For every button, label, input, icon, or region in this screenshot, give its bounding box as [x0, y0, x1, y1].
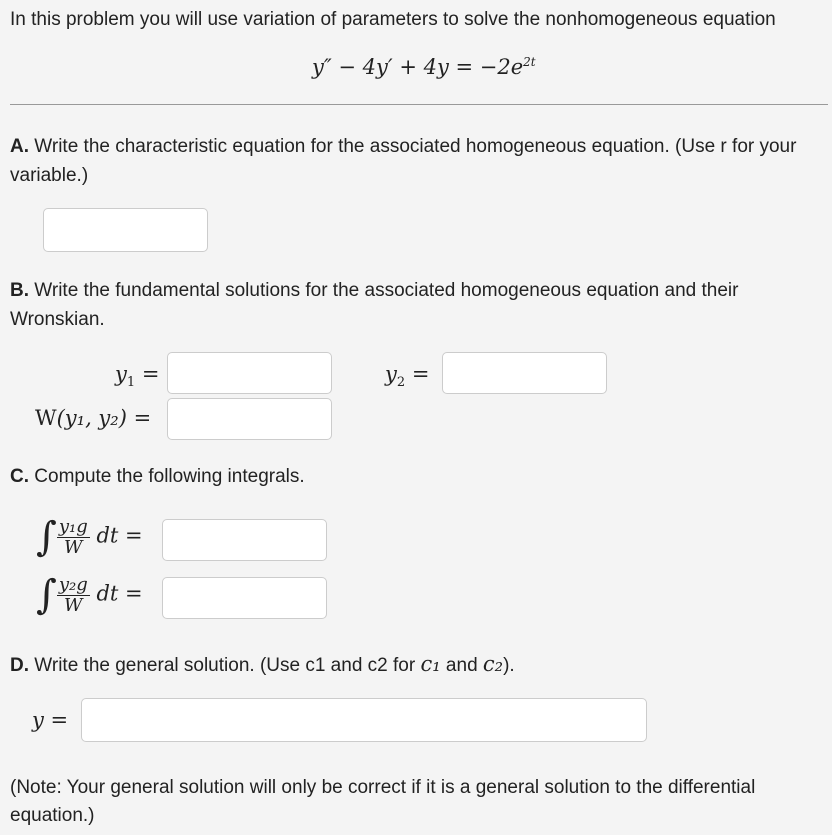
part-a-label: A. [10, 136, 29, 157]
part-d-label: D. [10, 655, 29, 676]
y2-sub: 2 [396, 375, 406, 391]
note-text: (Note: Your general solution will only be correct if it is a general solution to the differential equation.) [10, 777, 756, 826]
part-c-prompt [10, 466, 305, 488]
part-b-text: Write the fundamental solutions for the associated homogeneous equation and their Wronskian. [10, 280, 739, 330]
integral-1-input[interactable] [162, 519, 327, 561]
w-args: (y₁, y₂) [56, 406, 127, 430]
c2: c₂ [482, 652, 504, 676]
general-solution-input[interactable] [81, 698, 647, 742]
part-b-prompt [10, 276, 820, 334]
characteristic-equation-input[interactable] [43, 208, 208, 252]
dt: dt = [96, 581, 143, 606]
part-c-label: C. [10, 466, 29, 487]
y2-label [385, 362, 429, 390]
integral-1-label [36, 514, 143, 560]
equals: = [141, 362, 160, 386]
intro-text: In this problem you will use variation of parameters to solve the nonhomogeneous equation [10, 9, 776, 30]
denominator: W [64, 594, 83, 616]
divider [10, 104, 828, 105]
wronskian-input[interactable] [167, 398, 332, 440]
integral-icon: ∫ [36, 572, 57, 618]
part-d-text: Write the general solution. (Use c1 and c2 for [29, 655, 421, 676]
y1-symbol: y [115, 362, 127, 386]
y2-symbol: y [385, 362, 397, 386]
integral-icon: ∫ [36, 514, 57, 560]
part-c-text: Compute the following integrals. [29, 466, 305, 487]
y1-label [115, 362, 159, 390]
general-solution-label: y = [32, 708, 69, 732]
y1-input[interactable] [167, 352, 332, 394]
equation-lhs: y″ − 4y′ + 4y = −2e [312, 55, 524, 79]
equals: = [411, 362, 430, 386]
and: and [440, 655, 483, 676]
integral-2-label [36, 572, 143, 618]
y1-sub: 1 [126, 375, 136, 391]
wronskian-label [35, 406, 151, 430]
equation [312, 55, 536, 79]
numerator: y₂g [58, 573, 88, 595]
part-a-text: Write the characteristic equation for the associated homogeneous equation. (Use r for your variable.) [10, 136, 797, 186]
numerator: y₁g [58, 515, 88, 537]
dt: dt = [96, 523, 143, 548]
part-a-prompt [10, 132, 820, 190]
end: ). [503, 655, 515, 676]
c1: c₁ [420, 652, 441, 676]
denominator: W [64, 536, 83, 558]
equals: = [133, 406, 152, 430]
part-d-prompt [10, 652, 515, 677]
w-symbol: W [35, 406, 57, 430]
y2-input[interactable] [442, 352, 607, 394]
integral-2-input[interactable] [162, 577, 327, 619]
part-b-label: B. [10, 280, 29, 301]
equation-exponent: 2t [523, 55, 536, 69]
